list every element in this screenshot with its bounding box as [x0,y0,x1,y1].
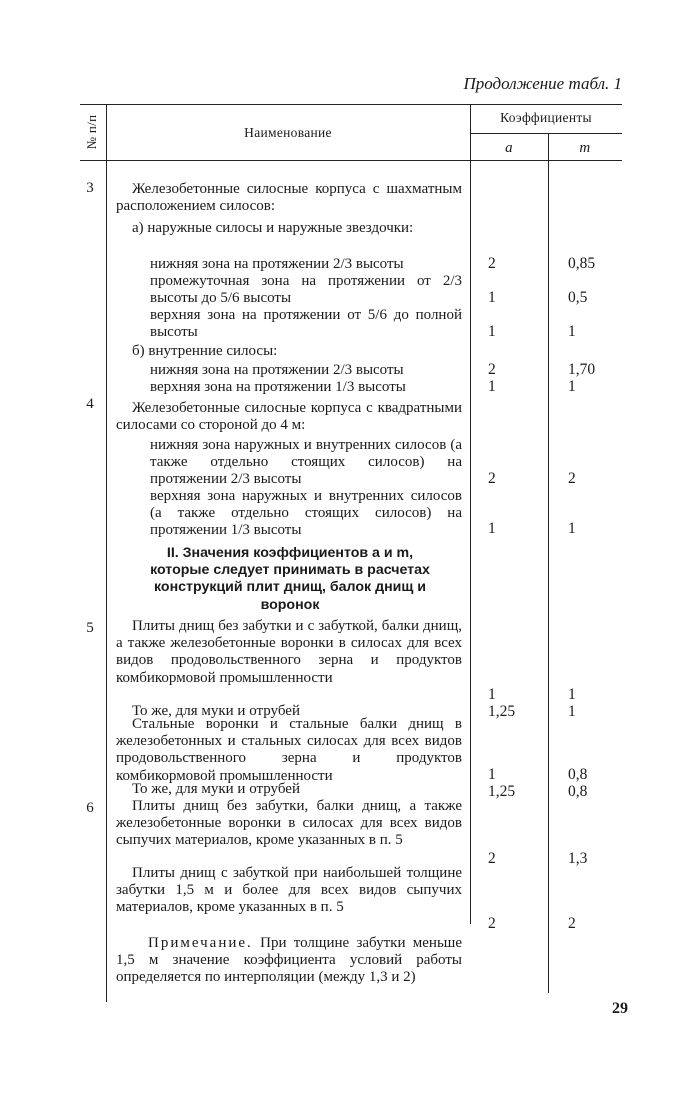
row-num: 5 [86,620,94,636]
coef-a: 2 [488,255,496,272]
header-bottom-rule [80,160,622,161]
coef-split-rule [470,133,622,134]
coef-m: 1 [568,686,576,703]
coef-m: 1 [568,378,576,395]
coef-a: 1 [488,289,496,306]
coef-m: 0,8 [568,783,588,800]
list-item: промежуточная зона на протяжении от 2/3 высоты до 5/6 высоты [150,273,462,307]
coef-a: 1 [488,766,496,783]
note-label: Примечание. [148,935,253,951]
header-name: Наименование [244,125,332,140]
list-item: Плиты днищ без забутки, балки днищ, а также железобетонные воронки в силосах для всех видов сыпучих материалов, кроме указанных в п. 5 [116,798,462,849]
coef-m: 1 [568,520,576,537]
table-caption: Продолжение табл. 1 [463,74,622,93]
coef-m: 2 [568,915,576,932]
header-m: m [579,140,591,156]
coef-a: 1 [488,686,496,703]
list-item: Плиты днищ без забутки и с забуткой, балки днищ, а также железобетонные воронки в силосах для всех видов продовольственного зерна и продуктов комбикормовой промышленности [116,618,462,686]
row-num: 6 [86,800,94,816]
col-divider-3 [548,133,549,993]
header-coef: Коэффициенты [500,110,592,125]
coef-m: 1,3 [568,850,588,867]
note-text: При толщине забутки меньше 1,5 м значение коэффициента условий работы определяется по интерполяции (между 1,3 и 2) [116,935,462,986]
coef-a: 2 [488,915,496,932]
coef-a: 2 [488,470,496,487]
row-num: 3 [86,180,94,196]
coef-a: 1,25 [488,783,516,800]
list-item: То же, для муки и отрубей [132,703,300,719]
coef-a: 1,25 [488,703,516,720]
coef-a: 1 [488,520,496,537]
list-item: Плиты днищ с забуткой при наибольшей толщине забутки 1,5 м и более для всех видов сыпучих материалов, кроме указанных в п. 5 [116,865,462,916]
list-item: То же, для муки и отрубей [132,781,300,797]
list-item: Железобетонные силосные корпуса с квадратными силосами со стороной до 4 м: [116,400,462,434]
coef-a: 2 [488,850,496,867]
coef-m: 1 [568,703,576,720]
list-item: б) внутренние силосы: [132,343,278,359]
coef-m: 1,70 [568,361,596,378]
coef-a: 2 [488,361,496,378]
coef-m: 0,8 [568,766,588,783]
list-item: Стальные воронки и стальные балки днищ в железобетонных и стальных силосах для всех видов продовольственного зерна и продуктов комбикормовой промышленности [116,716,462,784]
section-heading: II. Значения коэффициентов a и m, которые следует принимать в расчетах конструкций плит днищ, балок днищ и воронок [150,545,430,613]
list-item: верхняя зона наружных и внутренних силосов (а также отдельно стоящих силосов) на протяжении 1/3 высоты [150,488,462,539]
coef-a: 1 [488,323,496,340]
coef-m: 0,85 [568,255,596,272]
list-item: нижняя зона на протяжении 2/3 высоты [150,256,404,272]
col-divider-2 [470,104,471,924]
coef-a: 1 [488,378,496,395]
table-note [116,935,462,987]
list-item: верхняя зона на протяжении 1/3 высоты [150,379,406,395]
list-item: нижняя зона наружных и внутренних силосов (а также отдельно стоящих силосов) на протяжении 2/3 высоты [150,437,462,488]
header-a: a [505,140,513,156]
list-item: Железобетонные силосные корпуса с шахматным расположением силосов: [116,181,462,215]
row-num: 4 [86,396,94,412]
list-item: верхняя зона на протяжении от 5/6 до полной высоты [150,307,462,341]
coef-m: 1 [568,323,576,340]
list-item: нижняя зона на протяжении 2/3 высоты [150,362,404,378]
coef-m: 0,5 [568,289,588,306]
coef-m: 2 [568,470,576,487]
col-divider-1 [106,104,107,1002]
list-item: а) наружные силосы и наружные звездочки: [132,220,414,236]
table-top-rule [80,104,622,105]
header-num: № п/п [84,114,99,150]
page-number: 29 [612,1000,628,1017]
